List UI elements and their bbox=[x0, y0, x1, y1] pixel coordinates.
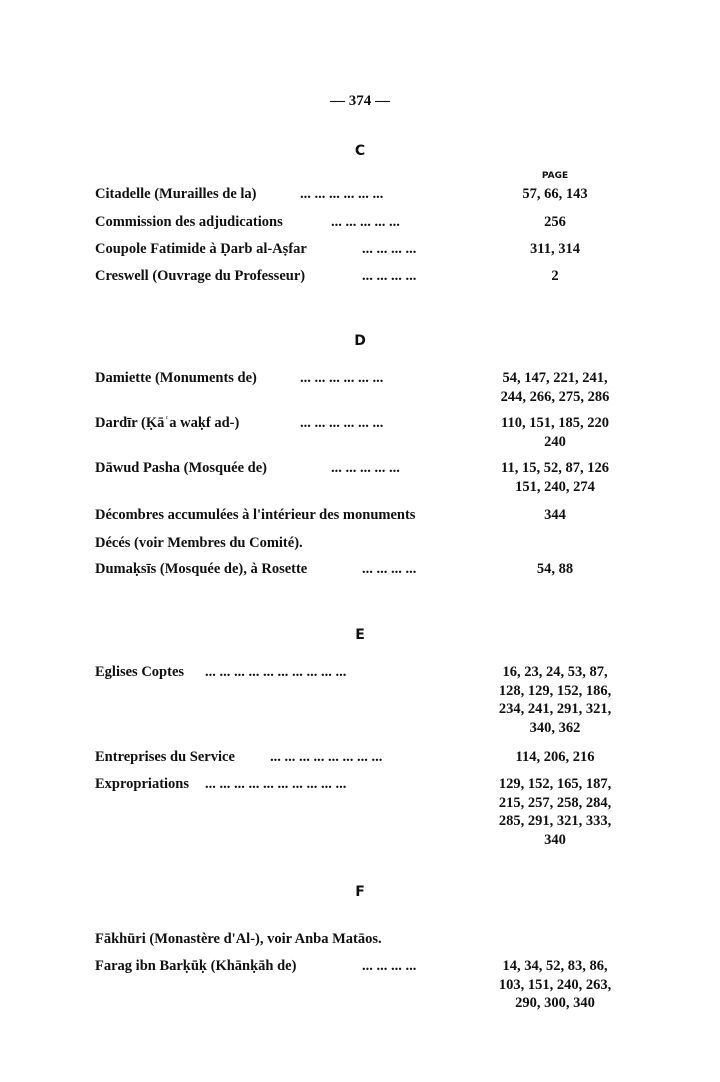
index-entry-pages bbox=[485, 414, 625, 451]
section-letter: D bbox=[354, 333, 366, 349]
index-entry-pages bbox=[485, 957, 625, 1013]
index-entry-pages bbox=[485, 185, 625, 204]
section-letter: E bbox=[355, 627, 365, 643]
page-refs-line: 2 bbox=[551, 268, 559, 284]
index-entry-pages bbox=[485, 506, 625, 525]
page-refs-line: 129, 152, 165, 187, bbox=[498, 776, 612, 792]
page-refs-line: 234, 241, 291, 321, bbox=[498, 701, 612, 717]
index-entry-label: Dumaḳsīs (Mosquée de), à Rosette bbox=[95, 561, 308, 577]
index-entry-pages bbox=[485, 267, 625, 286]
page-refs-line: 151, 240, 274 bbox=[515, 478, 595, 495]
leader-dots: ... ... ... ... ... ... ... ... ... ... bbox=[205, 664, 347, 680]
index-entry-pages bbox=[485, 369, 625, 406]
index-entry-label: Eglises Coptes bbox=[95, 664, 185, 680]
index-entry-label: Damiette (Monuments de) bbox=[95, 370, 257, 386]
index-entry-pages bbox=[485, 775, 625, 849]
leader-dots: ... ... ... ... bbox=[362, 241, 417, 257]
leader-dots: ... ... ... ... ... bbox=[331, 214, 400, 230]
page-refs-line: 215, 257, 258, 284, bbox=[498, 794, 612, 811]
page-refs-line: 340 bbox=[544, 831, 566, 848]
index-entry-label: Dardīr (Ḳāʿa waḳf ad-) bbox=[95, 415, 240, 431]
page-refs-line: 103, 151, 240, 263, bbox=[498, 976, 612, 993]
page-refs-line: 54, 147, 221, 241, bbox=[502, 370, 608, 386]
index-entry-label: Coupole Fatimide à Ḍarb al-Aṣfar bbox=[95, 241, 307, 257]
page-refs-line: 114, 206, 216 bbox=[515, 749, 595, 765]
page-refs-line: 244, 266, 275, 286 bbox=[500, 388, 610, 405]
index-entry-label: Dāwud Pasha (Mosquée de) bbox=[95, 460, 267, 476]
index-entry-label: Entreprises du Service bbox=[95, 749, 235, 765]
page-number: — 374 — bbox=[330, 93, 390, 109]
index-entry-label: Citadelle (Murailles de la) bbox=[95, 186, 257, 202]
page-refs-line: 240 bbox=[544, 433, 566, 450]
section-letter: F bbox=[355, 884, 365, 900]
page-refs-line: 344 bbox=[544, 507, 566, 523]
page-refs-line: 290, 300, 340 bbox=[515, 995, 595, 1011]
section-letter: C bbox=[354, 143, 366, 159]
index-entry-label: Farag ibn Barḳūḳ (Khānḳāh de) bbox=[95, 958, 297, 974]
leader-dots: ... ... ... ... bbox=[362, 268, 417, 284]
page-refs-line: 57, 66, 143 bbox=[522, 186, 588, 202]
page-refs-line: 54, 88 bbox=[536, 561, 574, 577]
index-entry-label: Expropriations bbox=[95, 776, 190, 792]
leader-dots: ... ... ... ... bbox=[362, 958, 417, 974]
page-refs-line: 14, 34, 52, 83, 86, bbox=[502, 958, 608, 974]
index-entry-pages bbox=[485, 663, 625, 737]
index-entry-pages bbox=[485, 213, 625, 232]
leader-dots: ... ... ... ... ... ... ... ... ... ... bbox=[205, 776, 347, 792]
leader-dots: ... ... ... ... ... bbox=[331, 460, 400, 476]
leader-dots: ... ... ... ... ... ... bbox=[300, 370, 384, 386]
page-refs-line: 285, 291, 321, 333, bbox=[498, 813, 612, 829]
leader-dots: ... ... ... ... ... ... ... ... bbox=[270, 749, 383, 765]
leader-dots: ... ... ... ... bbox=[362, 561, 417, 577]
index-entry-label: Commission des adjudications bbox=[95, 214, 283, 230]
page-refs-line: 311, 314 bbox=[530, 241, 580, 257]
page-refs-line: 340, 362 bbox=[529, 719, 581, 736]
index-entry-label: Creswell (Ouvrage du Professeur) bbox=[95, 268, 306, 284]
index-entry-pages bbox=[485, 748, 625, 767]
page-refs-line: 11, 15, 52, 87, 126 bbox=[501, 460, 609, 476]
index-entry-label: Fākhūri (Monastère d'Al-), voir Anba Matāos. bbox=[95, 931, 382, 947]
page-column-header: PAGE bbox=[541, 171, 569, 181]
index-entry-pages bbox=[485, 240, 625, 259]
page-refs-line: 128, 129, 152, 186, bbox=[498, 682, 612, 699]
index-entry-pages bbox=[485, 560, 625, 579]
index-entry-label: Décés (voir Membres du Comité). bbox=[95, 535, 303, 551]
leader-dots: ... ... ... ... ... ... bbox=[300, 186, 384, 202]
page-refs-line: 16, 23, 24, 53, 87, bbox=[502, 664, 608, 680]
leader-dots: ... ... ... ... ... ... bbox=[300, 415, 384, 431]
index-entry-label: Décombres accumulées à l'intérieur des monuments bbox=[95, 507, 416, 523]
index-entry-pages bbox=[485, 459, 625, 496]
page-refs-line: 110, 151, 185, 220 bbox=[501, 415, 609, 431]
page-refs-line: 256 bbox=[544, 214, 566, 230]
